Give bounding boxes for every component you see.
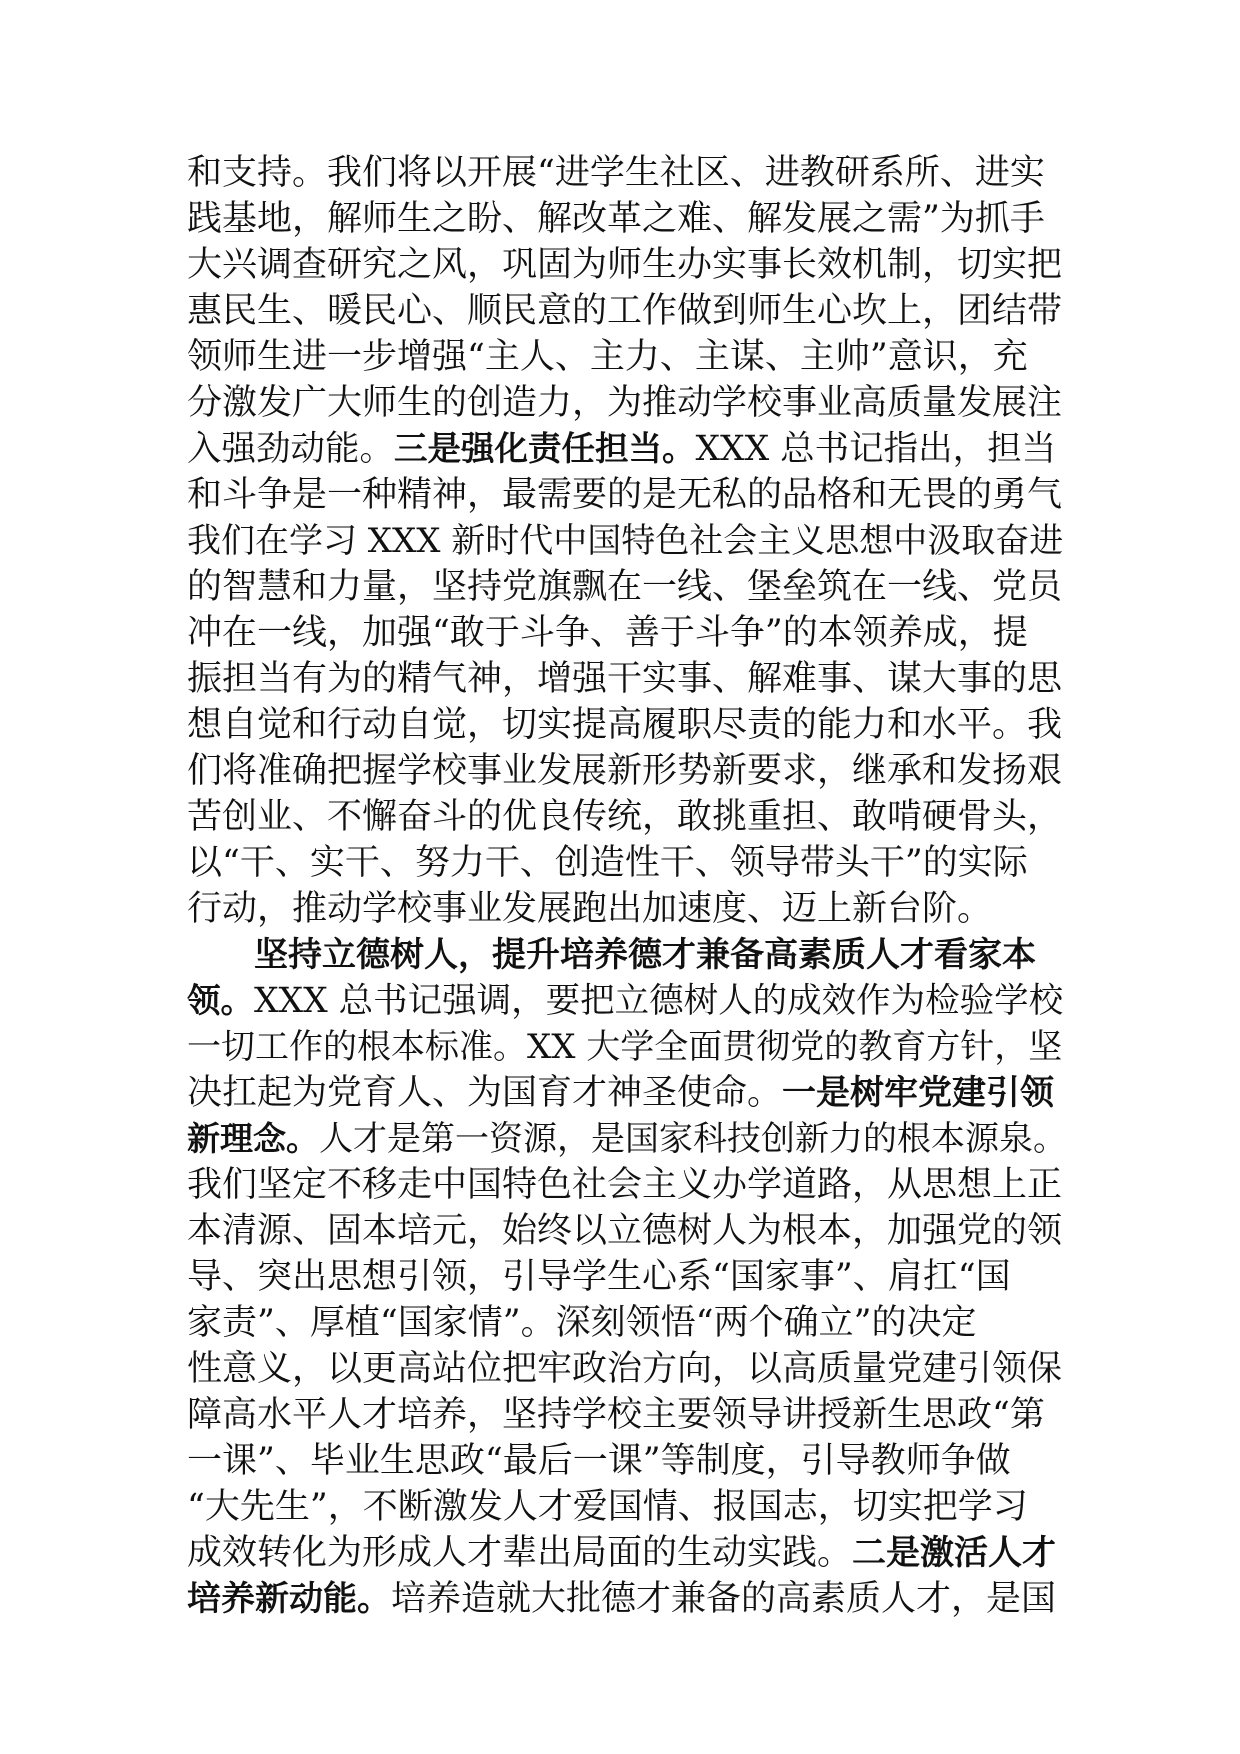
text-line xyxy=(187,748,1067,794)
bold-heading-run: 领。 xyxy=(187,981,254,1020)
text-line xyxy=(187,1576,1067,1622)
text-run: 性意义，以更高站位把牢政治方向，以高质量党建引领保 xyxy=(187,1349,1063,1389)
text-line xyxy=(187,564,1067,610)
text-run: 人才是第一资源，是国家科技创新力的根本源泉。 xyxy=(319,1119,1067,1159)
text-line xyxy=(187,610,1067,656)
text-line xyxy=(187,1162,1067,1208)
text-run: 们将准确把握学校事业发展新形势新要求，继承和发扬艰 xyxy=(187,751,1063,791)
text-line xyxy=(187,886,1067,932)
text-run: 和支持。我们将以开展“进学生社区、进教研系所、进实 xyxy=(187,153,1045,193)
text-run: 一切工作的根本标准。XX 大学全面贯彻党的教育方针，坚 xyxy=(187,1027,1063,1067)
bold-heading-run: 培养新动能。 xyxy=(187,1579,391,1619)
text-run: 一课”、毕业生思政“最后一课”等制度，引导教师争做 xyxy=(187,1441,1011,1481)
text-run: 领师生进一步增强“主人、主力、主谋、主帅”意识，充 xyxy=(187,337,1028,377)
text-run: 家责”、厚植“国家情”。深刻领悟“两个确立”的决定 xyxy=(187,1303,977,1343)
text-line xyxy=(187,426,1067,472)
text-run: 本清源、固本培元，始终以立德树人为根本，加强党的领 xyxy=(187,1211,1063,1251)
text-run: 决扛起为党育人、为国育才神圣使命。 xyxy=(187,1073,783,1113)
text-line xyxy=(187,1024,1067,1070)
text-line xyxy=(187,334,1067,380)
text-line xyxy=(187,840,1067,886)
text-line xyxy=(187,1070,1067,1116)
text-line xyxy=(187,1208,1067,1254)
text-run: 障高水平人才培养，坚持学校主要领导讲授新生思政“第 xyxy=(187,1395,1045,1435)
text-line xyxy=(187,1254,1067,1300)
bold-heading-run: 新理念。 xyxy=(187,1119,319,1158)
text-line xyxy=(187,1116,1067,1162)
text-line xyxy=(187,196,1067,242)
text-run: 想自觉和行动自觉，切实提高履职尽责的能力和水平。我 xyxy=(187,705,1063,745)
text-run: 以“干、实干、努力干、创造性干、领导带头干”的实际 xyxy=(187,843,1028,883)
text-run: “大先生”，不断激发人才爱国情、报国志，切实把学习 xyxy=(187,1487,1028,1527)
bold-heading-run: 三是强化责任担当。 xyxy=(394,429,696,468)
text-run: 导、突出思想引领，引导学生心系“国家事”、肩扛“国 xyxy=(187,1257,1011,1297)
text-run: 惠民生、暖民心、顺民意的工作做到师生心坎上，团结带 xyxy=(187,291,1063,331)
text-line xyxy=(187,380,1067,426)
text-run: 的智慧和力量，坚持党旗飘在一线、堡垒筑在一线、党员 xyxy=(187,567,1063,607)
text-run: 培养造就大批德才兼备的高素质人才，是国 xyxy=(391,1579,1057,1619)
text-run: 行动，推动学校事业发展跑出加速度、迈上新台阶。 xyxy=(187,889,993,929)
text-run: 成效转化为形成人才辈出局面的生动实践。 xyxy=(187,1533,853,1573)
text-run: 分激发广大师生的创造力，为推动学校事业高质量发展注 xyxy=(187,383,1063,423)
text-line xyxy=(187,656,1067,702)
text-line xyxy=(187,518,1067,564)
text-line xyxy=(187,242,1067,288)
text-run: 振担当有为的精气神，增强干实事、解难事、谋大事的思 xyxy=(187,659,1063,699)
text-run: 我们在学习 XXX 新时代中国特色社会主义思想中汲取奋进 xyxy=(187,521,1064,561)
text-line xyxy=(187,978,1067,1024)
text-line xyxy=(187,150,1067,196)
text-run: 践基地，解师生之盼、解改革之难、解发展之需”为抓手 xyxy=(187,199,1045,239)
bold-heading-run: 二是激活人才 xyxy=(852,1533,1057,1573)
text-line xyxy=(187,932,1067,978)
text-line xyxy=(187,1346,1067,1392)
text-line xyxy=(187,1484,1067,1530)
text-run: XXX 总书记强调，要把立德树人的成效作为检验学校 xyxy=(254,981,1064,1021)
body-text xyxy=(187,150,1067,1622)
text-run: 入强劲动能。 xyxy=(187,429,394,469)
text-run: 冲在一线，加强“敢于斗争、善于斗争”的本领养成，提 xyxy=(187,613,1028,653)
text-line xyxy=(187,794,1067,840)
text-line xyxy=(187,702,1067,748)
text-line xyxy=(187,1392,1067,1438)
text-line xyxy=(187,1300,1067,1346)
text-line xyxy=(187,288,1067,334)
text-run: 大兴调查研究之风，巩固为师生办实事长效机制，切实把 xyxy=(187,245,1063,285)
text-run: 苦创业、不懈奋斗的优良传统，敢挑重担、敢啃硬骨头， xyxy=(187,797,1063,837)
bold-heading-run: 坚持立德树人，提升培养德才兼备高素质人才看家本 xyxy=(254,935,1036,975)
text-line xyxy=(187,1438,1067,1484)
text-line xyxy=(187,472,1067,518)
bold-heading-run: 一是树牢党建引领 xyxy=(782,1073,1055,1113)
text-run: 和斗争是一种精神，最需要的是无私的品格和无畏的勇气 xyxy=(187,475,1063,515)
text-run: XXX 总书记指出，担当 xyxy=(695,429,1057,469)
text-line xyxy=(187,1530,1067,1576)
text-run: 我们坚定不移走中国特色社会主义办学道路，从思想上正 xyxy=(187,1165,1063,1205)
